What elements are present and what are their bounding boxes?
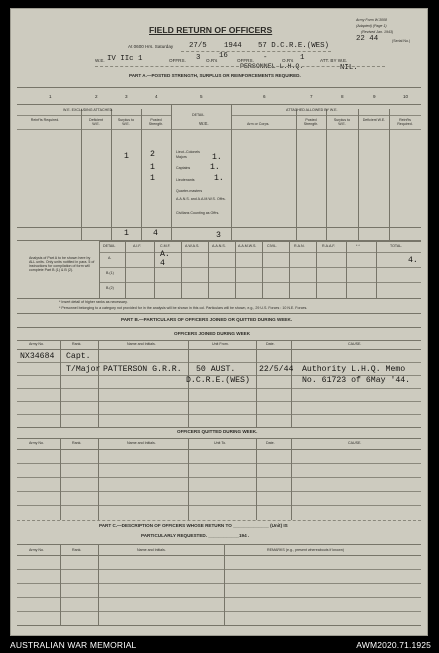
return-date: 27/5 <box>189 42 207 50</box>
analysis-header-aif: A.I.F. <box>133 244 142 248</box>
partc-header-rank: Rank. <box>72 548 82 552</box>
serial-label: (Serial No.) <box>392 39 411 43</box>
total-posted: 4 <box>153 229 158 238</box>
analysis-header-ran: R.A.N. <box>294 244 305 248</box>
quitted-header-cause: CAUSE. <box>348 441 362 445</box>
quitted-header-name: Name and Initials. <box>127 441 156 445</box>
serial-number: 22 44 <box>356 35 379 43</box>
col-num-1: 1 <box>49 94 52 99</box>
analysis-note: Analysis of Part A to be shown here by ALL units. Only units notified in para. 5 of instructions for compilation of form will complete Part B (1) & B (2). <box>29 256 95 273</box>
majors-we: 1. <box>212 153 222 162</box>
col-num-4: 4 <box>155 94 158 99</box>
analysis-header-other: * * <box>356 244 360 248</box>
captains-we: 1. <box>210 163 220 172</box>
col-num-5: 5 <box>200 94 203 99</box>
rank-lieutenants: Lieutenants <box>176 178 195 182</box>
header-deficient-att: Deficient W.E. <box>362 118 386 122</box>
detail-header: DETAIL <box>192 113 205 117</box>
or-label: O.R's <box>206 58 218 63</box>
footnote-2: * Personnel belonging to a category not provided for in the analysis will be shown in this col. Particulars will be shown, e.g., 29 U.S. Forces : 10 N.E. Forces. <box>59 306 308 310</box>
quitted-header-unit: Unit To. <box>214 441 227 445</box>
or-value: 16 <box>219 52 228 60</box>
joined-header-cause: CAUSE. <box>348 342 362 346</box>
form-title: FIELD RETURN OF OFFICERS <box>149 25 273 35</box>
joined-date: 22/5/44 <box>259 365 294 374</box>
we-label: W.E. <box>95 58 105 63</box>
or2-label: O.R's <box>282 58 294 63</box>
footnote-1: * Insert detail of higher ranks as necessary. <box>59 300 128 304</box>
joined-unit: 50 AUST. <box>196 365 236 374</box>
analysis-row-a: A. <box>108 256 112 260</box>
offrs-label: OFFRS. <box>169 58 186 63</box>
form-ref-1: Army Form W.3008 <box>356 18 388 22</box>
field-return-form <box>10 8 428 636</box>
quitted-title: OFFICERS QUITTED DURING WEEK. <box>177 429 258 434</box>
header-reinf-att: Reinf'ts Required. <box>397 118 413 126</box>
joined-name: PATTERSON G.R.R. <box>103 365 182 374</box>
analysis-total-value: 4. <box>408 256 418 265</box>
we-value: IV IIc 1 <box>107 55 143 63</box>
at-label: At 0600 Hrs. Saturday <box>128 44 174 49</box>
header-reinf-required: Reinf'ts Required. <box>30 118 60 122</box>
col-num-7: 7 <box>310 94 313 99</box>
analysis-header-awas: A.W.A.S. <box>185 244 200 248</box>
header-surplus: Surplus to W.E. <box>117 118 135 126</box>
personnel-value: PERSONNEL L.H.Q. <box>240 63 304 70</box>
rank-lt-colonels: Lieut.-Colonels <box>176 150 200 154</box>
joined-cause: Authority L.H.Q. Memo <box>302 365 406 374</box>
form-ref-2: (Adapted) (Page 1) <box>356 24 387 28</box>
we-excluding-header: W.E. EXCLUDING ATTACHED. <box>63 108 114 112</box>
total-we: 3 <box>216 231 221 240</box>
surplus-entry: 1 <box>124 152 129 161</box>
joined-unit-2: D.C.R.E.(WES) <box>186 376 250 385</box>
form-ref-3: (Revised Jan. 1943) <box>361 30 394 34</box>
analysis-header-aamws: A.A.M.W.S. <box>238 244 257 248</box>
part-a-title: PART A.—POSTED STRENGTH, SURPLUS OR REINFORCEMENTS REQUIRED. <box>129 73 301 78</box>
joined-header-unit: Unit From. <box>212 342 229 346</box>
majors-posted: 2 <box>150 150 155 159</box>
return-year: 1944 <box>224 42 242 50</box>
rank-aans: A.A.N.S. and A.A.M.W.S. Offrs. <box>176 197 226 201</box>
analysis-header-raaf: R.A.A.F. <box>322 244 336 248</box>
footer-accession: AWM2020.71.1925 <box>356 640 431 650</box>
analysis-header-aans: A.A.N.S. <box>212 244 226 248</box>
total-surplus: 1 <box>124 229 129 238</box>
joined-header-date: Date. <box>266 342 275 346</box>
header-arm-corps: Arm or Corps. <box>247 122 270 126</box>
lieutenants-posted: 1 <box>150 174 155 183</box>
joined-rank-2: T/Major <box>66 365 101 374</box>
partc-header-army-no: Army No. <box>29 548 44 552</box>
captains-posted: 1 <box>150 163 155 172</box>
joined-header-rank: Rank. <box>72 342 82 346</box>
offrs2-value: - <box>263 54 268 62</box>
analysis-row-b2: B.(2) <box>106 286 114 290</box>
analysis-header-detail: DETAIL <box>103 244 116 248</box>
offrs2-label: OFFRS. <box>237 58 254 63</box>
part-b-title: PART B.—PARTICULARS OF OFFICERS JOINED OR QUITTED DURING WEEK. <box>121 317 293 322</box>
joined-cause-2: No. 61723 of 6May '44. <box>302 376 411 385</box>
analysis-header-total: TOTAL. <box>390 244 403 248</box>
attached-header: ATTACHED ALLOWED BY W.E. <box>286 108 338 112</box>
joined-header-army-no: Army No. <box>29 342 44 346</box>
col-num-9: 9 <box>373 94 376 99</box>
analysis-header-civil: CIVIL. <box>267 244 277 248</box>
analysis-header-cmf: C.M.F. <box>160 244 171 248</box>
rank-civilians: Civilians Counting as Offrs. <box>176 211 220 215</box>
col-num-10: 10 <box>403 94 409 99</box>
lieutenants-we: 1. <box>214 174 224 183</box>
offrs-value: 3 <box>196 54 201 62</box>
joined-header-name: Name and Initials. <box>127 342 156 346</box>
rank-captains: Captains <box>176 166 191 170</box>
part-c-title: PART C.—DESCRIPTION OF OFFICERS WHOSE RETURN TO ______________ (Unit) IS <box>99 523 288 528</box>
header-surplus-att: Surplus to W.E. <box>333 118 351 126</box>
header-posted: Posted Strength. <box>148 118 164 126</box>
or2-value: 1 <box>300 54 305 62</box>
att-label: ATT. BY W.E. <box>320 58 348 63</box>
unit-name: 57 D.C.R.E.(WES) <box>258 42 329 50</box>
header-deficient: Deficient W.E. <box>89 118 103 126</box>
analysis-row-b1: B.(1) <box>106 271 114 275</box>
quitted-header-army-no: Army No. <box>29 441 44 445</box>
joined-rank: Capt. <box>66 352 91 361</box>
analysis-aif-value: A. 4 <box>160 250 170 268</box>
quitted-header-date: Date. <box>266 441 275 445</box>
we-header: W.E. <box>199 121 209 126</box>
joined-title: OFFICERS JOINED DURING WEEK <box>174 331 251 336</box>
part-c-title-2: PARTICULARLY REQUESTED. ____________194 . <box>141 533 250 538</box>
partc-header-name: Name and Initials. <box>137 548 166 552</box>
quitted-header-rank: Rank. <box>72 441 82 445</box>
rank-quartermasters: Quarter-masters <box>176 189 203 193</box>
col-num-2: 2 <box>95 94 98 99</box>
header-posted-att: Posted Strength. <box>303 118 319 126</box>
partc-header-remarks: REMARKS (e.g., present whereabouts if known) <box>267 548 344 552</box>
footer-institution: AUSTRALIAN WAR MEMORIAL <box>10 640 137 650</box>
col-num-3: 3 <box>125 94 128 99</box>
col-num-6: 6 <box>263 94 266 99</box>
col-num-8: 8 <box>341 94 344 99</box>
rank-majors: Majors <box>176 155 187 159</box>
nil-value: NIL. <box>340 64 358 72</box>
joined-army-no: NX34684 <box>20 352 55 361</box>
